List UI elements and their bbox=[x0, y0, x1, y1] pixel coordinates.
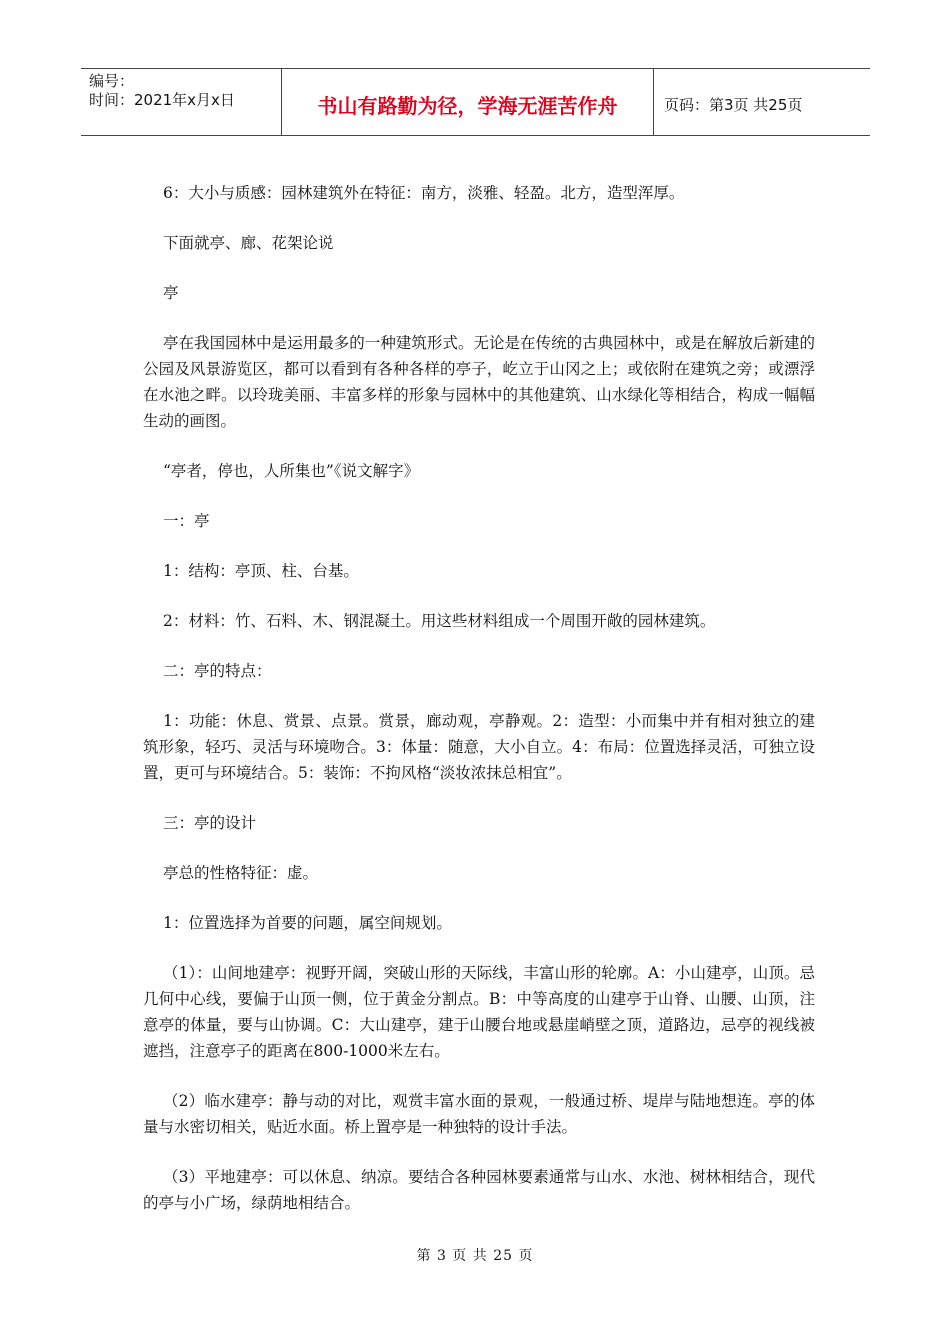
section-heading: 一：亭 bbox=[163, 512, 210, 530]
paragraph: （2）临水建亭：静与动的对比，观赏丰富水面的景观，一般通过桥、堤岸与陆地想连。亭的体量与水密切相关，贴近水面。桥上置亭是一种独特的设计手法。 bbox=[143, 1092, 815, 1136]
paragraph: （3）平地建亭：可以休息、纳凉。要结合各种园林要素通常与山水、水池、树林相结合，现代的亭与小广场，绿荫地相结合。 bbox=[143, 1168, 815, 1212]
paragraph: 2：材料：竹、石料、木、钢混凝土。用这些材料组成一个周围开敞的园林建筑。 bbox=[163, 612, 716, 630]
section-heading: 亭 bbox=[163, 284, 179, 302]
header-page-label: 页码：第3页 共25页 bbox=[664, 95, 803, 114]
footer-page-number: 第 3 页 共 25 页 bbox=[416, 1248, 534, 1264]
paragraph: 6：大小与质感：园林建筑外在特征：南方，淡雅、轻盈。北方，造型浑厚。 bbox=[163, 184, 685, 202]
paragraph: 下面就亭、廊、花架论说 bbox=[163, 234, 334, 252]
header-motto: 书山有路勤为径，学海无涯苦作舟 bbox=[282, 69, 654, 135]
section-heading: 三：亭的设计 bbox=[163, 814, 257, 832]
paragraph: 亭在我国园林中是运用最多的一种建筑形式。无论是在传统的古典园林中，或是在解放后新建的公园及风景游览区，都可以看到有各种各样的亭子，屹立于山冈之上；或依附在建筑之旁；或漂浮在水池之畔。以玲珑美丽、丰富多样的形象与园林中的其他建筑、山水绿化等相结合，构成一幅幅生动的画图。 bbox=[143, 334, 815, 430]
header-meta bbox=[81, 69, 282, 135]
document-number-label: 编号： bbox=[89, 72, 135, 90]
document-body bbox=[143, 180, 815, 1240]
page-header bbox=[81, 68, 870, 136]
page-footer bbox=[0, 1245, 950, 1265]
paragraph: 1：结构：亭顶、柱、台基。 bbox=[163, 562, 359, 580]
paragraph: 1：位置选择为首要的问题，属空间规划。 bbox=[163, 914, 452, 932]
paragraph: 1：功能：休息、赏景、点景。赏景，廊动观，亭静观。2：造型：小而集中并有相对独立的建筑形象，轻巧、灵活与环境吻合。3：体量：随意，大小自立。4：布局：位置选择灵活，可独立设置，更可与环境结合。5：装饰：不拘风格“淡妆浓抹总相宜”。 bbox=[143, 712, 815, 782]
paragraph: 亭总的性格特征：虚。 bbox=[163, 864, 319, 882]
document-date-label: 时间：2021年x月x日 bbox=[89, 91, 235, 109]
paragraph: （1）：山间地建亭：视野开阔，突破山形的天际线，丰富山形的轮廓。A：小山建亭，山顶。忌几何中心线，要偏于山顶一侧，位于黄金分割点。B：中等高度的山建亭于山脊、山腰、山顶，注意亭的体量，要与山协调。C：大山建亭，建于山腰台地或悬崖峭壁之顶，道路边，忌亭的视线被遮挡，注意亭子的距离在800-1000米左右。 bbox=[143, 964, 815, 1060]
section-heading: 二：亭的特点： bbox=[163, 662, 272, 680]
quote-paragraph: “亭者，停也，人所集也”《说文解字》 bbox=[163, 462, 420, 480]
